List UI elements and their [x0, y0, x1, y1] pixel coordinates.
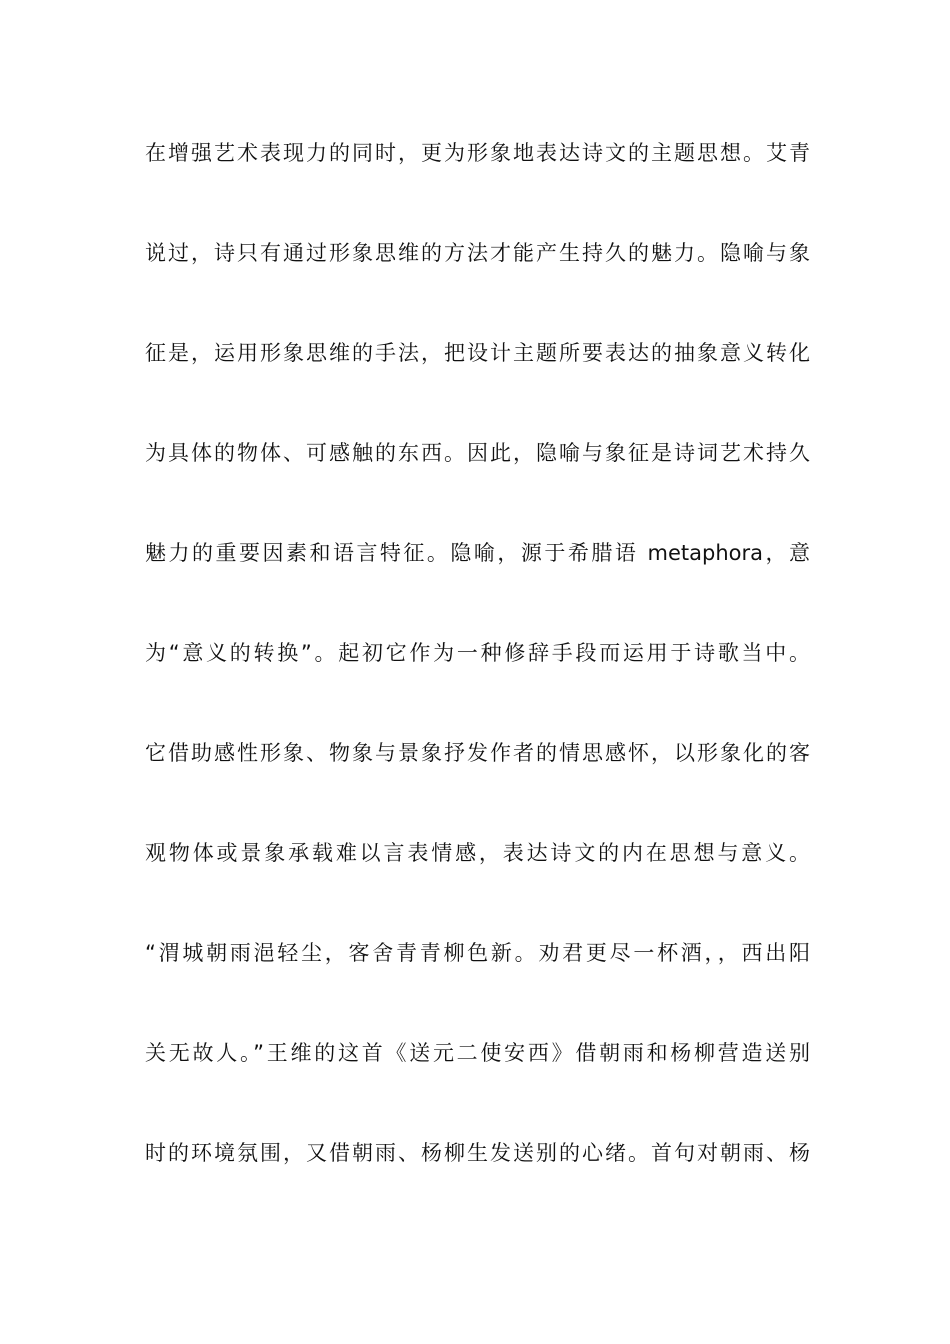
text-line: “渭城朝雨浥轻尘，客舍青青柳色新。劝君更尽一杯酒，，西出阳: [145, 941, 810, 965]
text-line: 在增强艺术表现力的同时，更为形象地表达诗文的主题思想。艾青: [145, 141, 810, 165]
text-line: 为“意义的转换”。起初它作为一种修辞手段而运用于诗歌当中。: [145, 641, 810, 665]
text-line: 它借助感性形象、物象与景象抒发作者的情思感怀，以形象化的客: [145, 741, 810, 765]
text-line: 观物体或景象承载难以言表情感，表达诗文的内在思想与意义。: [145, 841, 810, 865]
text-line: 为具体的物体、可感触的东西。因此，隐喻与象征是诗词艺术持久: [145, 441, 810, 465]
text-line: 时的环境氛围，又借朝雨、杨柳生发送别的心绪。首句对朝雨、杨: [145, 1141, 810, 1165]
text-line: 魅力的重要因素和语言特征。隐喻，源于希腊语 metaphora，意: [145, 541, 810, 565]
text-line: 征是，运用形象思维的手法，把设计主题所要表达的抽象意义转化: [145, 341, 810, 365]
text-line: 说过，诗只有通过形象思维的方法才能产生持久的魅力。隐喻与象: [145, 241, 810, 265]
text-line: 关无故人。”王维的这首《送元二使安西》借朝雨和杨柳营造送别: [145, 1041, 810, 1065]
body-text: [145, 134, 810, 1234]
